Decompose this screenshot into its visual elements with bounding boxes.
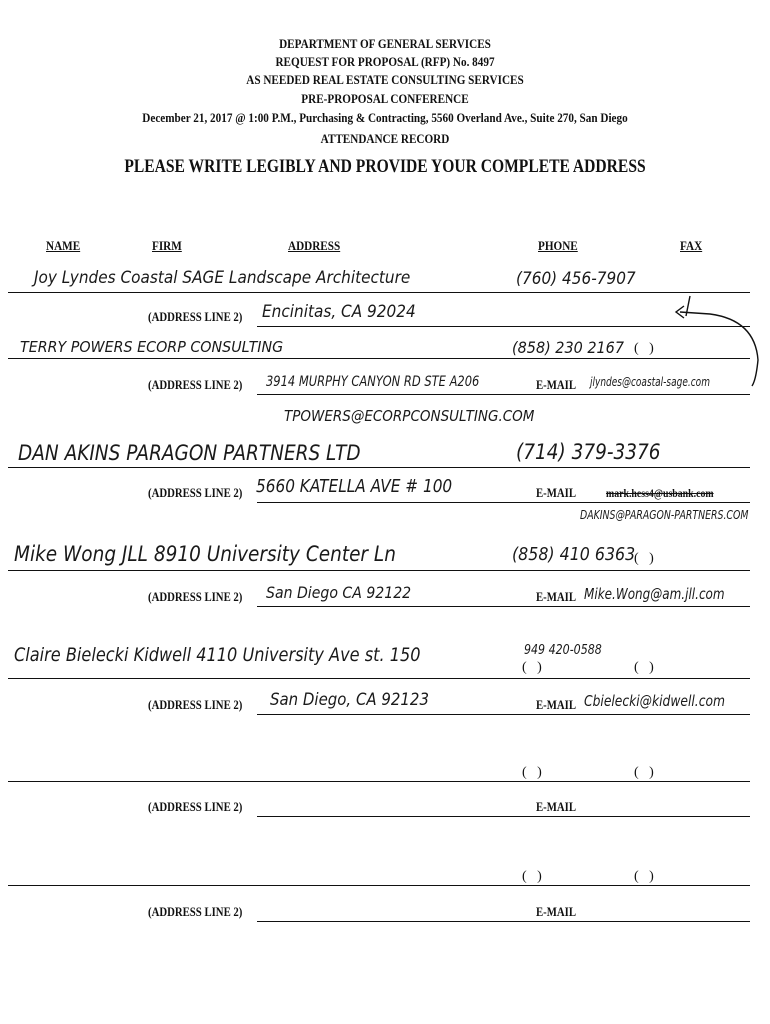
entry-5-fax-parens: ( ) (634, 660, 654, 675)
row-6-fax-parens: ( ) (634, 765, 654, 780)
row-6-email-label: E-MAIL (536, 800, 577, 814)
row-7-main-line[interactable] (8, 885, 750, 886)
entry-2-address2: 3914 MURPHY CANYON RD STE A206 (266, 374, 480, 390)
row-6-address2-label: (ADDRESS LINE 2) (148, 800, 243, 814)
entry-5-email: Cbielecki@kidwell.com (584, 692, 725, 710)
column-firm: FIRM (152, 238, 182, 253)
entry-3-main-line (8, 467, 750, 468)
entry-1-main-line (8, 292, 750, 293)
entry-3-phone: (714) 379-3376 (516, 440, 661, 464)
entry-1-phone: (760) 456-7907 (516, 269, 636, 289)
instruction-heading: PLEASE WRITE LEGIBLY AND PROVIDE YOUR COMPLETE ADDRESS (124, 156, 646, 177)
entry-3-address2: 5660 KATELLA AVE # 100 (256, 476, 453, 497)
entry-5-email-label: E-MAIL (536, 698, 577, 712)
entry-5-address2-label: (ADDRESS LINE 2) (148, 698, 243, 712)
entry-1-name-firm-address: Joy Lyndes Coastal SAGE Landscape Architecture (34, 268, 411, 288)
entry-2-main-line (8, 358, 750, 359)
conference-title: PRE-PROPOSAL CONFERENCE (301, 91, 469, 106)
entry-3-email-printed: mark.hess4@usbank.com (606, 486, 714, 500)
column-phone: PHONE (538, 238, 578, 253)
entry-2-email: TPOWERS@ECORPCONSULTING.COM (284, 407, 535, 425)
row-6-phone-parens: ( ) (522, 765, 542, 780)
row-7-phone-parens: ( ) (522, 869, 542, 884)
entry-3-address2-line (257, 502, 750, 503)
entry-3-email: DAKINS@PARAGON-PARTNERS.COM (580, 508, 749, 522)
entry-1-email: jlyndes@coastal-sage.com (590, 375, 710, 389)
entry-2-phone: (858) 230 2167 (512, 338, 625, 357)
conference-date: December 21, 2017 @ 1:00 P.M., Purchasing & Contracting, 5560 Overland Ave., Suite 270, San Diego (142, 110, 628, 125)
column-fax: FAX (680, 238, 703, 253)
entry-2-email-label: E-MAIL (536, 378, 577, 392)
entry-5-address2: San Diego, CA 92123 (270, 690, 429, 710)
entry-4-name-firm-address: Mike Wong JLL 8910 University Center Ln (14, 542, 396, 566)
rfp-number: REQUEST FOR PROPOSAL (RFP) No. 8497 (275, 54, 495, 69)
attendance-record-title: ATTENDANCE RECORD (320, 131, 450, 146)
entry-2-fax-parens: ( ) (634, 341, 654, 356)
entry-3-email-label: E-MAIL (536, 486, 577, 500)
row-7-address2-label: (ADDRESS LINE 2) (148, 905, 243, 919)
entry-5-name-firm-address: Claire Bielecki Kidwell 4110 University Ave st. 150 (14, 644, 421, 666)
arrow-annotation-icon (670, 290, 770, 390)
entry-4-address2: San Diego CA 92122 (266, 583, 412, 602)
entry-4-main-line (8, 570, 750, 571)
entry-4-address2-line (257, 606, 750, 607)
dept-title: DEPARTMENT OF GENERAL SERVICES (279, 36, 491, 51)
entry-5-phone: 949 420-0588 (524, 643, 602, 658)
column-address: ADDRESS (288, 238, 341, 253)
column-name: NAME (46, 238, 81, 253)
entry-4-email-label: E-MAIL (536, 590, 577, 604)
entry-1-address2-label: (ADDRESS LINE 2) (148, 310, 243, 324)
entry-4-address2-label: (ADDRESS LINE 2) (148, 590, 243, 604)
entry-5-address2-line (257, 714, 750, 715)
entry-2-address2-line (257, 394, 750, 395)
entry-4-phone: (858) 410 6363 (512, 544, 636, 565)
rfp-subject: AS NEEDED REAL ESTATE CONSULTING SERVICES (246, 72, 524, 87)
row-6-address2-line[interactable] (257, 816, 750, 817)
row-7-fax-parens: ( ) (634, 869, 654, 884)
entry-3-name-firm-address: DAN AKINS PARAGON PARTNERS LTD (18, 441, 361, 465)
entry-4-fax-parens: ( ) (634, 551, 654, 566)
entry-5-main-line (8, 678, 750, 679)
entry-2-address2-label: (ADDRESS LINE 2) (148, 378, 243, 392)
row-7-address2-line[interactable] (257, 921, 750, 922)
entry-5-phone-parens: ( ) (522, 660, 542, 675)
entry-1-address2: Encinitas, CA 92024 (262, 302, 416, 322)
row-7-email-label: E-MAIL (536, 905, 577, 919)
entry-3-address2-label: (ADDRESS LINE 2) (148, 486, 243, 500)
entry-2-name-firm-address: TERRY POWERS ECORP CONSULTING (20, 338, 284, 356)
entry-4-email: Mike.Wong@am.jll.com (584, 585, 725, 603)
row-6-main-line[interactable] (8, 781, 750, 782)
